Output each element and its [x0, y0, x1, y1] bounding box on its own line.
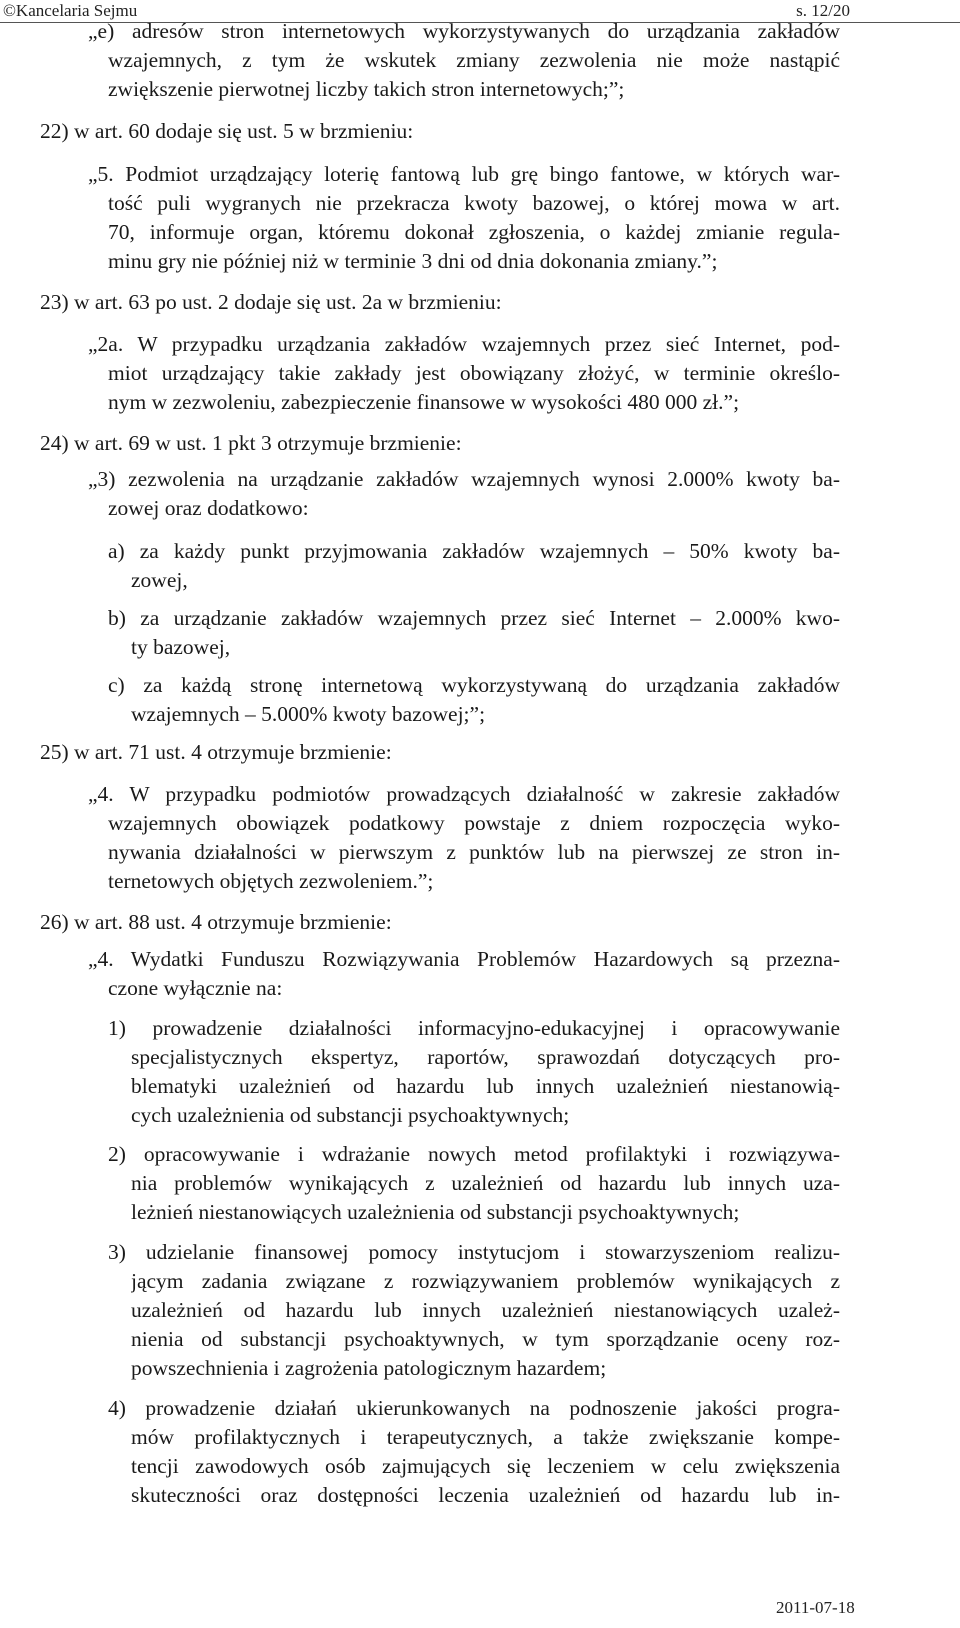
- text-line: skuteczności oraz dostępności leczenia uzależnień od hazardu lub in-: [131, 1483, 840, 1507]
- text-line: „4. W przypadku podmiotów prowadzących działalność w zakresie zakładów: [88, 782, 840, 806]
- text-line: 4) prowadzenie działań ukierunkowanych na podnoszenie jakości progra-: [108, 1396, 840, 1420]
- text-line: leżnień niestanowiących uzależnienia od substancji psychoaktywnych;: [131, 1200, 740, 1224]
- text-line: nym w zezwoleniu, zabezpieczenie finansowe w wysokości 480 000 zł.”;: [108, 390, 740, 414]
- text-line: „3) zezwolenia na urządzanie zakładów wzajemnych wynosi 2.000% kwoty ba-: [88, 467, 840, 491]
- text-line: wzajemnych obowiązek podatkowy powstaje z dniem rozpoczęcia wyko-: [108, 811, 840, 835]
- text-line: nywania działalności w pierwszym z punktów lub na pierwszej ze stron in-: [108, 840, 840, 864]
- text-line: b) za urządzanie zakładów wzajemnych przez sieć Internet – 2.000% kwo-: [108, 606, 840, 630]
- text-line: c) za każdą stronę internetową wykorzystywaną do urządzania zakładów: [108, 673, 840, 697]
- text-line: uzależnień od hazardu lub innych uzależnień niestanowiących uzależ-: [131, 1298, 840, 1322]
- text-line: czone wyłącznie na:: [108, 976, 283, 1000]
- text-line: zowej oraz dodatkowo:: [108, 496, 309, 520]
- text-line: jącym zadania związane z rozwiązywaniem problemów wynikających z: [131, 1269, 840, 1293]
- text-line: „2a. W przypadku urządzania zakładów wzajemnych przez sieć Internet, pod-: [88, 332, 840, 356]
- text-line: ternetowych objętych zezwoleniem.”;: [108, 869, 434, 893]
- text-line: miot urządzający takie zakłady jest obowiązany złożyć, w terminie określo-: [108, 361, 840, 385]
- text-line: wzajemnych – 5.000% kwoty bazowej;”;: [131, 702, 486, 726]
- text-line: a) za każdy punkt przyjmowania zakładów wzajemnych – 50% kwoty ba-: [108, 539, 840, 563]
- text-line: 70, informuje organ, któremu dokonał zgłoszenia, o każdej zmianie regula-: [108, 220, 840, 244]
- text-line: mów profilaktycznych i terapeutycznych, a także zwiększanie kompe-: [131, 1425, 840, 1449]
- text-line: zwiększenie pierwotnej liczby takich stron internetowych;”;: [108, 77, 625, 101]
- text-line: tencji zawodowych osób zajmujących się leczeniem w celu zwiększenia: [131, 1454, 840, 1478]
- text-line: specjalistycznych ekspertyz, raportów, sprawozdań dotyczących pro-: [131, 1045, 840, 1069]
- text-line: minu gry nie później niż w terminie 3 dni od dnia dokonania zmiany.”;: [108, 249, 718, 273]
- text-line: wzajemnych, z tym że wskutek zmiany zezwolenia nie może nastąpić: [108, 48, 840, 72]
- text-line: nia problemów wynikających z uzależnień od hazardu lub innych uza-: [131, 1171, 840, 1195]
- page-number: s. 12/20: [796, 1, 850, 20]
- text-line: 22) w art. 60 dodaje się ust. 5 w brzmieniu:: [40, 119, 414, 143]
- text-line: 3) udzielanie finansowej pomocy instytucjom i stowarzyszeniom realizu-: [108, 1240, 840, 1264]
- text-line: 23) w art. 63 po ust. 2 dodaje się ust. 2a w brzmieniu:: [40, 290, 502, 314]
- text-line: 1) prowadzenie działalności informacyjno-edukacyjnej i opracowywanie: [108, 1016, 840, 1040]
- text-line: nienia od substancji psychoaktywnych, w tym sporządzanie oceny roz-: [131, 1327, 840, 1351]
- text-line: 25) w art. 71 ust. 4 otrzymuje brzmienie:: [40, 740, 392, 764]
- copyright-header: ©Kancelaria Sejmu: [3, 1, 138, 20]
- document-date: 2011-07-18: [776, 1598, 855, 1617]
- text-line: 26) w art. 88 ust. 4 otrzymuje brzmienie:: [40, 910, 392, 934]
- text-line: cych uzależnienia od substancji psychoaktywnych;: [131, 1103, 570, 1127]
- text-line: ty bazowej,: [131, 635, 231, 659]
- text-line: powszechnienia i zagrożenia patologicznym hazardem;: [131, 1356, 607, 1380]
- text-line: tość puli wygranych nie przekracza kwoty bazowej, o której mowa w art.: [108, 191, 840, 215]
- text-line: „4. Wydatki Funduszu Rozwiązywania Problemów Hazardowych są przezna-: [88, 947, 840, 971]
- text-line: 2) opracowywanie i wdrażanie nowych metod profilaktyki i rozwiązywa-: [108, 1142, 840, 1166]
- text-line: „e) adresów stron internetowych wykorzystywanych do urządzania zakładów: [88, 19, 840, 43]
- text-line: zowej,: [131, 568, 188, 592]
- text-line: blematyki uzależnień od hazardu lub innych uzależnień niestanowią-: [131, 1074, 840, 1098]
- text-line: 24) w art. 69 w ust. 1 pkt 3 otrzymuje brzmienie:: [40, 431, 462, 455]
- text-line: „5. Podmiot urządzający loterię fantową lub grę bingo fantowe, w których war-: [88, 162, 840, 186]
